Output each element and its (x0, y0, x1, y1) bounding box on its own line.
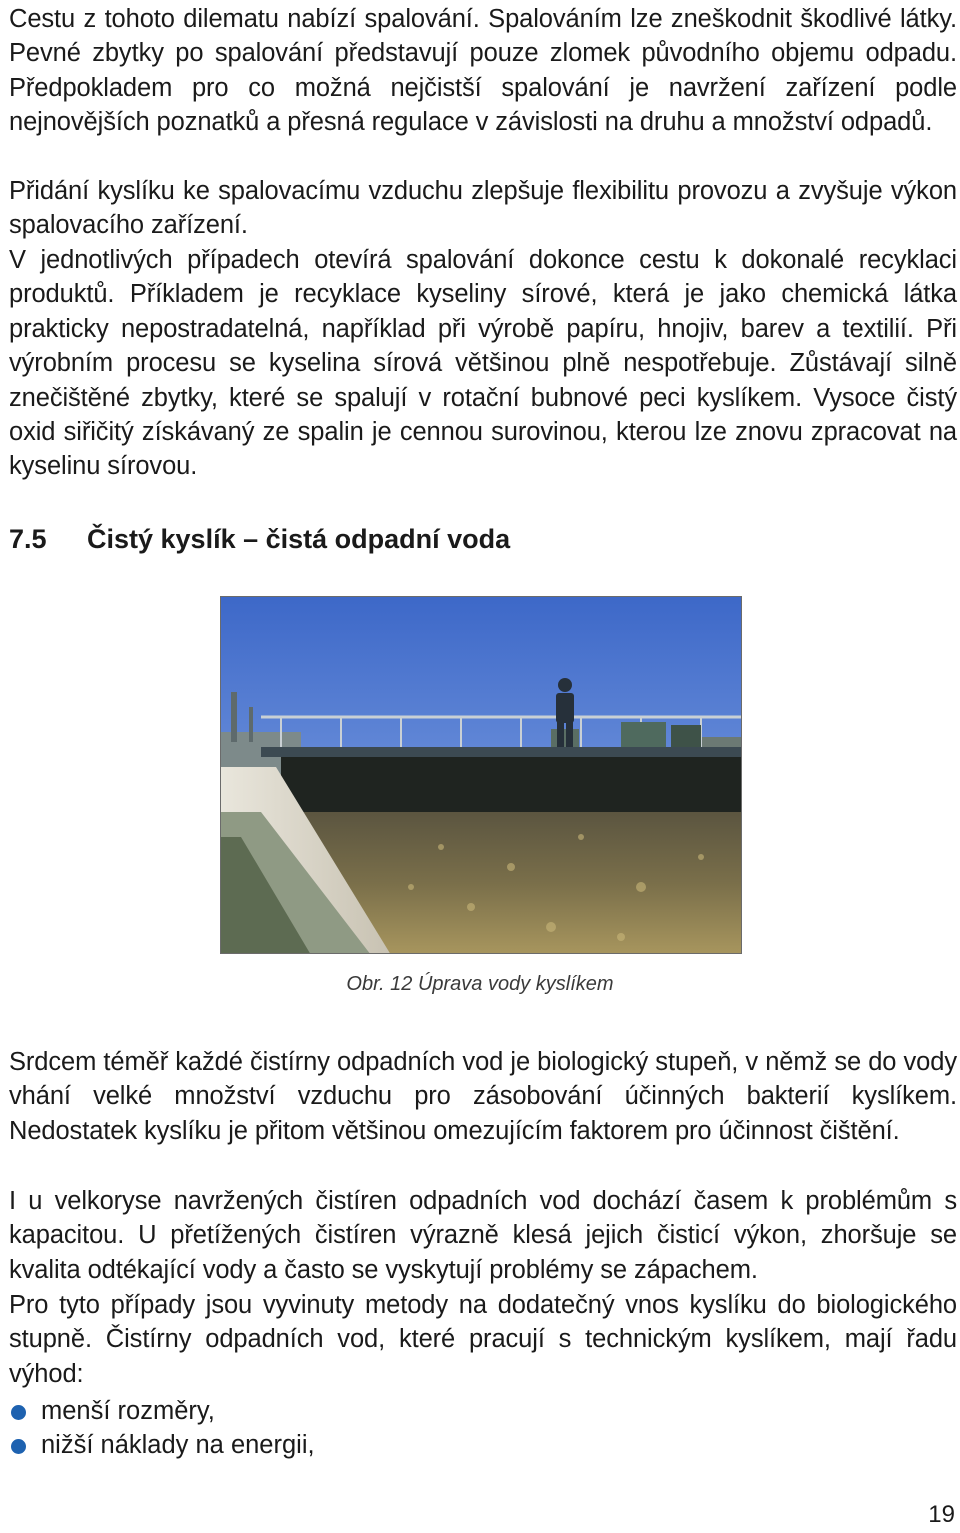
paragraph-methods: Pro tyto případy jsou vyvinuty metody na dodatečný vnos kyslíku do biologického stupně. Čistírny odpadních vod, které pracují s technickým kyslíkem, mají řadu výhod: (9, 1291, 957, 1388)
advantages-list (9, 1394, 315, 1463)
section-heading (9, 519, 510, 559)
section-title: Čistý kyslík – čistá odpadní voda (87, 524, 511, 554)
paragraph-biological-stage: Srdcem téměř každé čistírny odpadních vod je biologický stupeň, v němž se do vody vhání velké množství vzduchu pro zásobování účinných bakterií kyslíkem. Nedostatek kyslíku je přitom většinou omezujícím faktorem pro účinnost čištění. (9, 1048, 957, 1145)
section-number: 7.5 (9, 524, 47, 554)
figure-caption-text: 12 Úprava vody kyslíkem (390, 973, 614, 995)
list-item-text: menší rozměry, (41, 1397, 215, 1425)
figure-photo-water-treatment (220, 596, 742, 954)
photo-illustration (221, 597, 742, 954)
figure-label: Obr. (346, 973, 385, 995)
list-item (9, 1428, 315, 1462)
bullet-icon (11, 1405, 26, 1420)
bullet-icon (11, 1439, 26, 1454)
paragraph-capacity: I u velkoryse navržených čistíren odpadních vod dochází časem k problémům s kapacitou. U přetížených čistíren výrazně klesá jejich čisticí výkon, zhoršuje se kvalita odtékající vody a často se vyskytují problémy se zápachem. (9, 1187, 957, 1284)
list-item (9, 1394, 315, 1428)
paragraph-oxygen-combustion: Přidání kyslíku ke spalovacímu vzduchu zlepšuje flexibilitu provozu a zvyšuje výkon spalovacího zařízení. (9, 177, 957, 240)
paragraph-incineration: Cestu z tohoto dilematu nabízí spalování. Spalováním lze zneškodnit škodlivé látky. Pevné zbytky po spalování představují pouze zlomek původního objemu odpadu. Předpokladem pro co možná nejčistší spalování je navržení zařízení podle nejnovějších poznatků a přesná regulace v závislosti na druhu a množství odpadů. (9, 5, 957, 137)
figure-caption (0, 970, 960, 998)
page-number: 19 (928, 1501, 955, 1528)
paragraph-recycling: V jednotlivých případech otevírá spalování dokonce cestu k dokonalé recyklaci produktů. Příkladem je recyklace kyseliny sírové, která je jako chemická látka prakticky nepostradatelná, například při výrobě papíru, hnojiv, barev a textilií. Při výrobním procesu se kyselina sírová většinou plně nespotřebuje. Zůstávají silně znečištěné zbytky, které se spalují v rotační bubnové peci kyslíkem. Vysoce čistý oxid siřičitý získávaný ze spalin je cennou surovinou, kterou lze znovu zpracovat na kyselinu sírovou. (9, 246, 957, 481)
list-item-text: nižší náklady na energii, (41, 1431, 315, 1460)
